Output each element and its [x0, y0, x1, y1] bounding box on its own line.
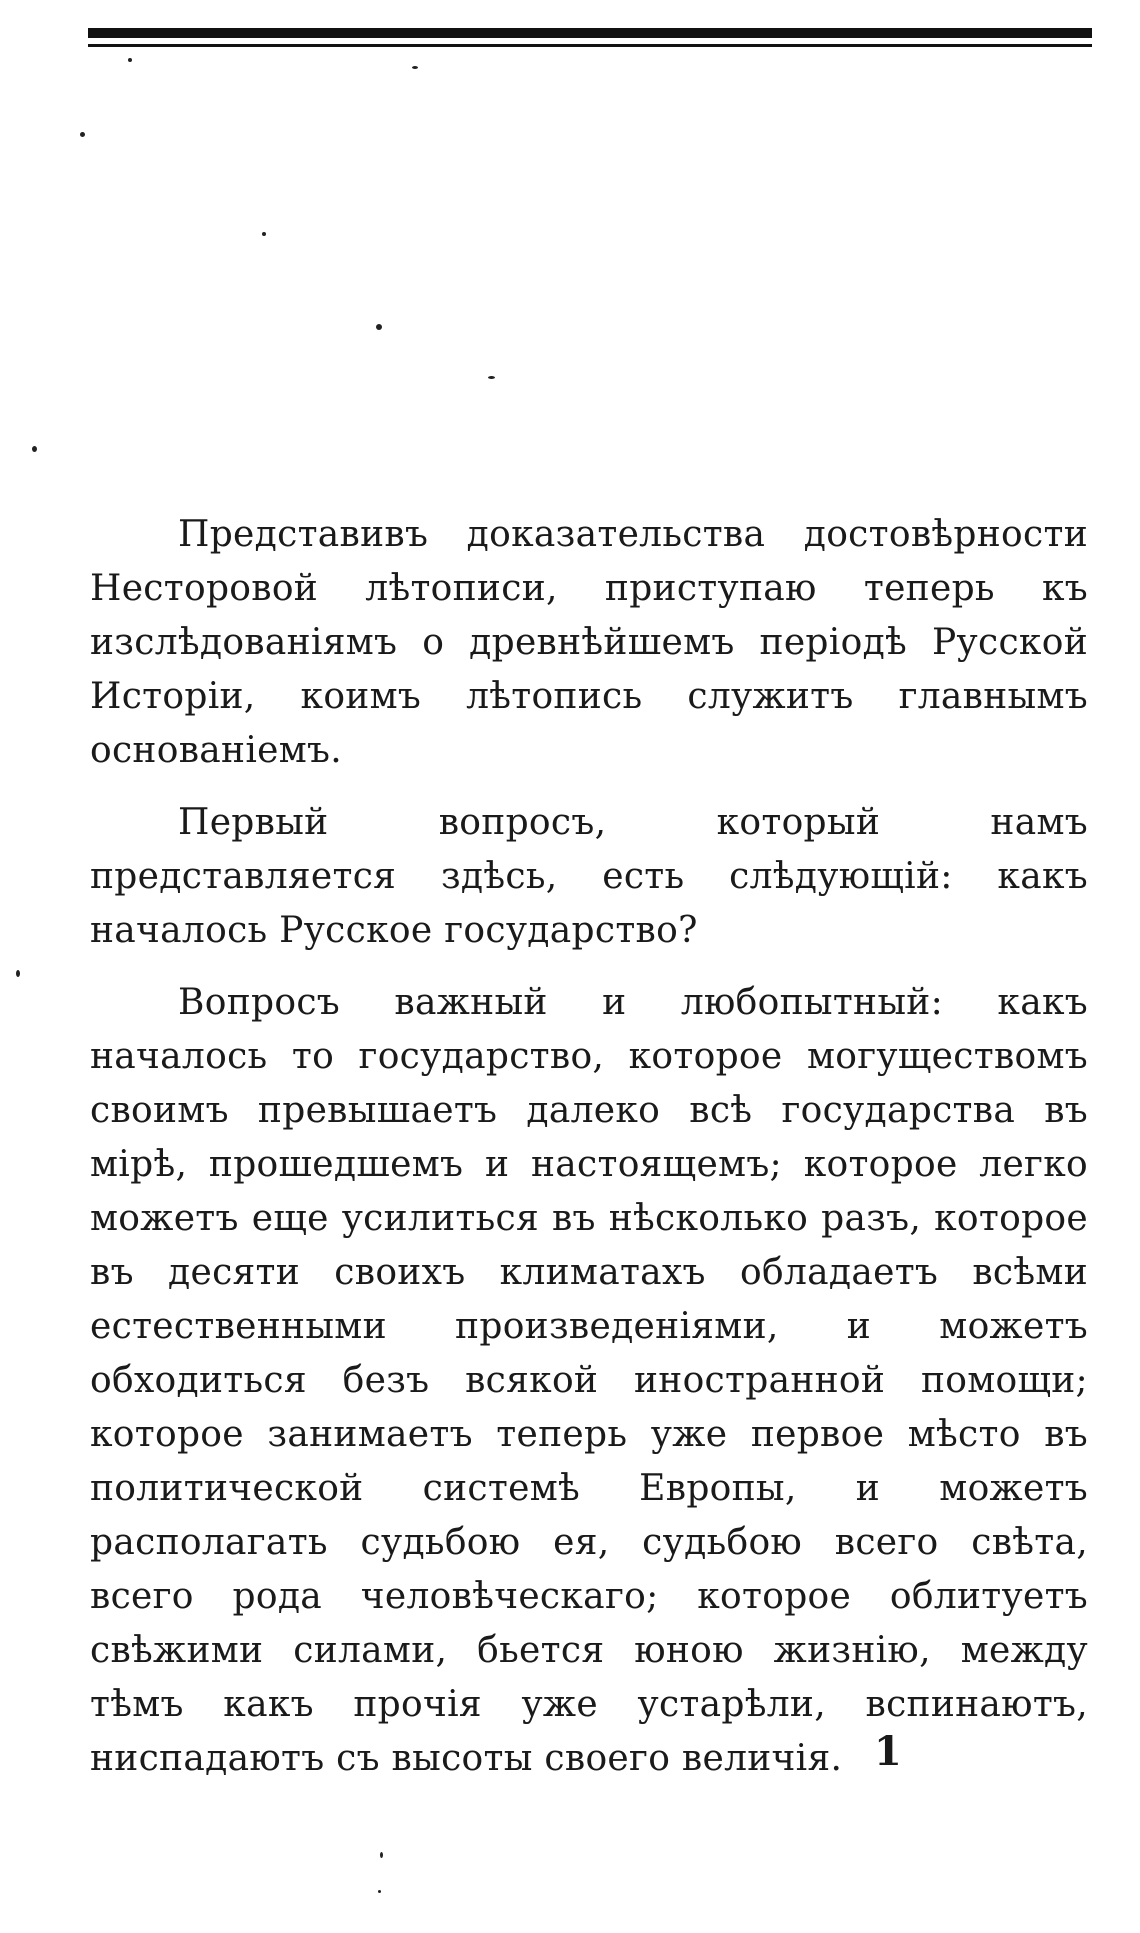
header-rule-thin — [88, 44, 1092, 47]
ink-speck — [376, 324, 382, 330]
paragraph-1: Представивъ доказательства достовѣрности Несторовой лѣтописи, приступаю теперь къ изслѣдованіямъ о древнѣйшемъ періодѣ Русской Исторіи, коимъ лѣтопись служитъ главнымъ основаніемъ. — [90, 514, 1088, 771]
ink-speck — [16, 970, 20, 977]
ink-speck — [80, 132, 85, 137]
paragraph-2: Первый вопросъ, который намъ представляется здѣсь, есть слѣдующій: какъ началось Русское государство? — [90, 802, 1088, 951]
ink-speck — [262, 232, 266, 236]
ink-speck — [128, 58, 132, 62]
page-number: 1 — [874, 1728, 902, 1775]
header-rule-thick — [88, 28, 1092, 38]
body-text — [90, 508, 1088, 1804]
ink-speck — [488, 376, 495, 379]
ink-speck — [378, 1890, 381, 1893]
ink-speck — [32, 446, 37, 452]
paragraph-3: Вопросъ важный и любопытный: какъ началось то государство, которое могуществомъ своимъ превышаетъ далеко всѣ государства въ мірѣ, прошедшемъ и настоящемъ; которое легко можетъ еще усилиться въ нѣсколько разъ, которое въ десяти своихъ климатахъ обладаетъ всѣми естественными произведеніями, и можетъ обходиться безъ всякой иностранной помощи; которое занимаетъ теперь уже первое мѣсто въ политической системѣ Европы, и можетъ располагать судьбою ея, судьбою всего свѣта, всего рода человѣческаго; которое облитуетъ свѣжими силами, бьется юною жизнію, между тѣмъ какъ прочія уже устарѣли, вспинаютъ, ниспадаютъ съ высоты своего величія. — [90, 982, 1088, 1779]
ink-speck — [412, 66, 418, 69]
ink-speck — [380, 1852, 383, 1858]
